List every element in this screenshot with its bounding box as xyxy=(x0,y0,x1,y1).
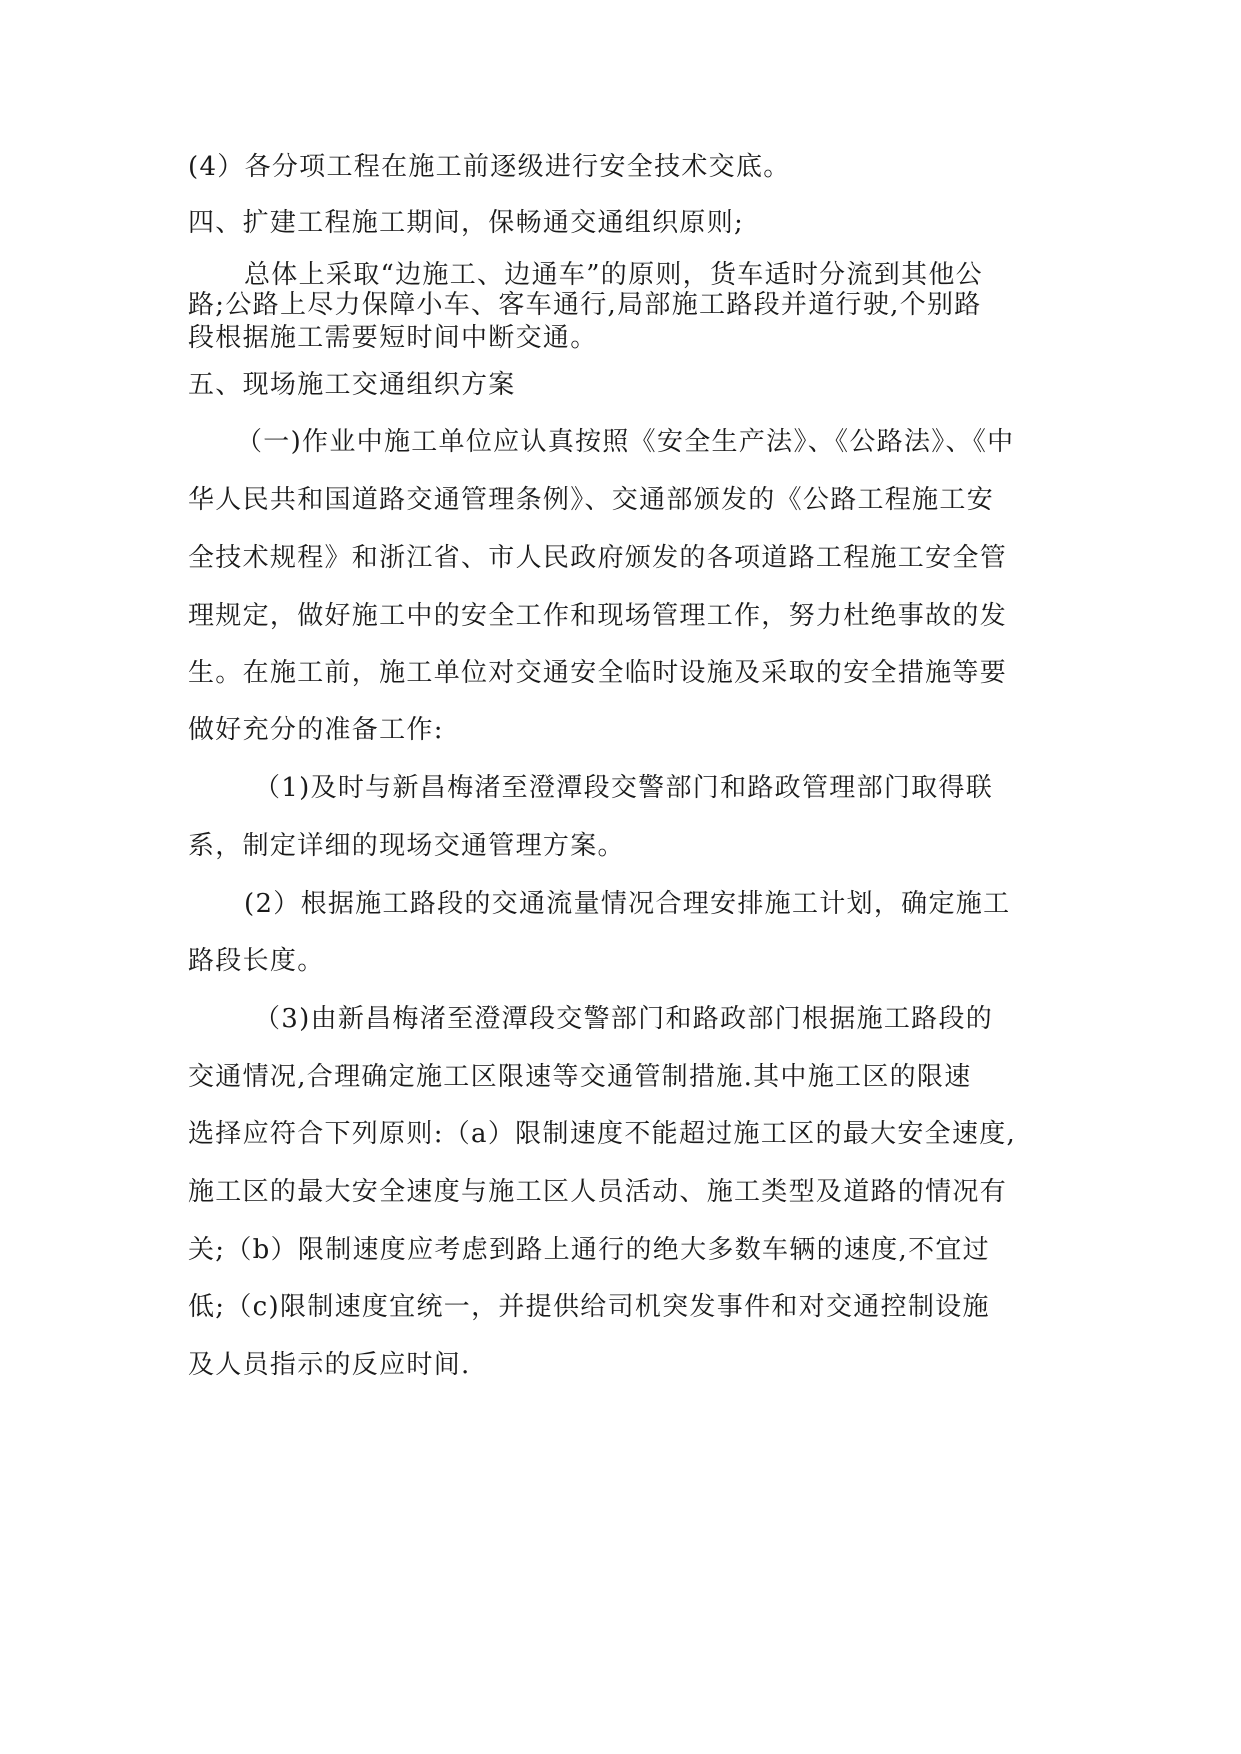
paragraph-line: 段根据施工需要短时间中断交通。 xyxy=(188,323,598,353)
list-item-3-line: 关;（b）限制速度应考虑到路上通行的绝大多数车辆的速度,不宜过 xyxy=(188,1235,990,1265)
list-item-1-line: 系，制定详细的现场交通管理方案。 xyxy=(188,831,625,861)
list-item-3-line: 选择应符合下列原则:（a）限制速度不能超过施工区的最大安全速度, xyxy=(188,1119,1017,1149)
paragraph-line: 生。在施工前，施工单位对交通安全临时设施及采取的安全措施等要 xyxy=(188,658,1008,688)
paragraph-line: 全技术规程》和浙江省、市人民政府颁发的各项道路工程施工安全管 xyxy=(188,543,1008,573)
paragraph-line: 理规定，做好施工中的安全工作和现场管理工作，努力杜绝事故的发 xyxy=(188,601,1008,631)
section-4-heading: 四、扩建工程施工期间，保畅通交通组织原则; xyxy=(188,208,745,238)
paragraph-line: （一)作业中施工单位应认真按照《安全生产法》、《公路法》、《中 xyxy=(236,427,1015,457)
paragraph-line: 总体上采取“边施工、边通车”的原则，货车适时分流到其他公 xyxy=(244,260,983,290)
section-5-heading: 五、现场施工交通组织方案 xyxy=(188,370,516,400)
list-item-3-line: 施工区的最大安全速度与施工区人员活动、施工类型及道路的情况有 xyxy=(188,1177,1008,1207)
paragraph-line: 路;公路上尽力保障小车、客车通行,局部施工路段并道行驶,个别路 xyxy=(188,290,982,320)
list-item-1-line: （1)及时与新昌梅渚至澄潭段交警部门和路政管理部门取得联 xyxy=(254,773,994,803)
list-item-3-line: 交通情况,合理确定施工区限速等交通管制措施.其中施工区的限速 xyxy=(188,1062,972,1092)
list-item-2-line: 路段长度。 xyxy=(188,946,325,976)
list-item-3-line: （3)由新昌梅渚至澄潭段交警部门和路政部门根据施工路段的 xyxy=(254,1004,994,1034)
list-item-3-line: 及人员指示的反应时间. xyxy=(188,1350,471,1380)
list-item-2-line: (2）根据施工路段的交通流量情况合理安排施工计划，确定施工 xyxy=(244,889,1011,919)
list-item-3-line: 低;（c)限制速度宜统一，并提供给司机突发事件和对交通控制设施 xyxy=(188,1292,990,1322)
paragraph-line: 做好充分的准备工作: xyxy=(188,715,444,745)
paragraph-line: 华人民共和国道路交通管理条例》、交通部颁发的《公路工程施工安 xyxy=(188,485,995,515)
item-4-safety-briefing: (4）各分项工程在施工前逐级进行安全技术交底。 xyxy=(188,152,791,182)
